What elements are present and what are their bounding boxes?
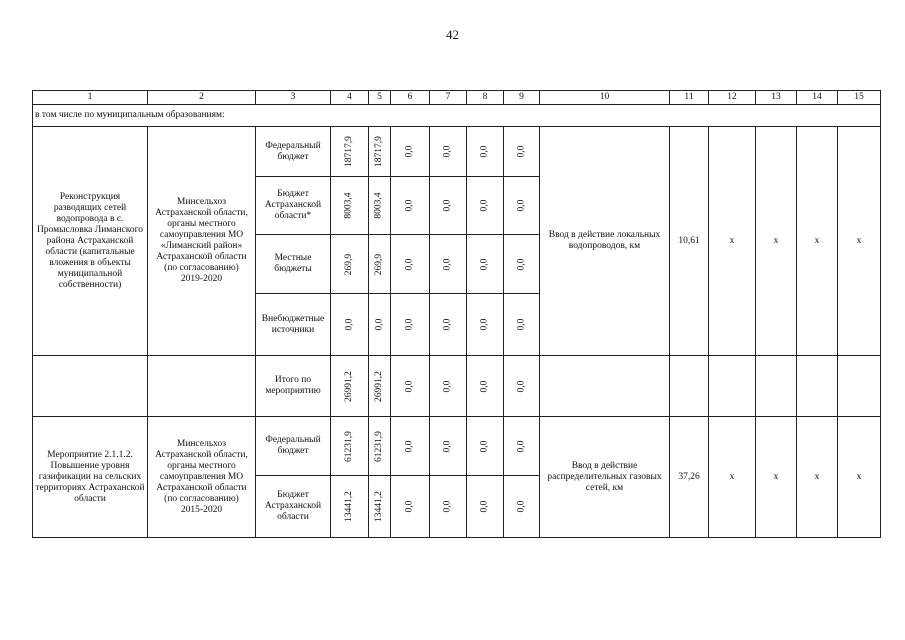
header-col-4: 4 (331, 91, 369, 105)
value-cell: 0,0 (391, 417, 430, 476)
header-col-10: 10 (540, 91, 670, 105)
value-cell: 0,0 (467, 177, 504, 235)
table-row (33, 356, 881, 417)
value-cell: 0,0 (391, 476, 430, 538)
measure2-executor: Минсельхоз Астраханской области, органы местного самоуправления МО Астраханской области (по согласованию) 2015-2020 (148, 417, 256, 538)
source-cell: Бюджет Астраханской области (256, 476, 331, 538)
value-cell: 8003,4 (369, 177, 391, 235)
source-cell: Федеральный бюджет (256, 127, 331, 177)
value-cell: 0,0 (504, 476, 540, 538)
value-cell: 26991,2 (369, 356, 391, 417)
measure1-name: Реконструкция разводящих сетей водопровода в с. Промысловка Лиманского района Астраханской области (капитальные вложения в объекты муниципальной собственности) (33, 127, 148, 356)
value-cell: 269,9 (369, 235, 391, 294)
value-cell: 0,0 (430, 476, 467, 538)
value-cell: 0,0 (391, 294, 430, 356)
section-row (33, 105, 881, 127)
empty-cell (670, 356, 709, 417)
empty-cell (540, 356, 670, 417)
value-cell: 0,0 (369, 294, 391, 356)
measure2-col15: x (838, 417, 881, 538)
header-row (33, 91, 881, 105)
table-row (33, 127, 881, 177)
empty-cell (709, 356, 756, 417)
measure2-col11: 37,26 (670, 417, 709, 538)
measure1-col11: 10,61 (670, 127, 709, 356)
value-cell: 0,0 (504, 294, 540, 356)
value-cell: 0,0 (430, 177, 467, 235)
header-col-7: 7 (430, 91, 467, 105)
value-cell: 0,0 (430, 127, 467, 177)
measure2-name: Мероприятие 2.1.1.2. Повышение уровня газификации на сельских территориях Астраханской области (33, 417, 148, 538)
value-cell: 0,0 (391, 127, 430, 177)
value-cell: 0,0 (467, 476, 504, 538)
empty-cell (148, 356, 256, 417)
measure2-col14: x (797, 417, 838, 538)
page-number: 42 (446, 27, 459, 42)
header-col-3: 3 (256, 91, 331, 105)
empty-cell (838, 356, 881, 417)
measure1-col12: x (709, 127, 756, 356)
value-cell: 0,0 (467, 127, 504, 177)
measure1-indicator: Ввод в действие локальных водопроводов, км (540, 127, 670, 356)
header-col-11: 11 (670, 91, 709, 105)
value-cell: 0,0 (504, 127, 540, 177)
section-title: в том числе по муниципальным образованиям: (33, 105, 881, 127)
header-col-12: 12 (709, 91, 756, 105)
value-cell: 0,0 (391, 356, 430, 417)
value-cell: 18717,9 (369, 127, 391, 177)
value-cell: 0,0 (504, 417, 540, 476)
measure1-col14: x (797, 127, 838, 356)
measure1-executor: Минсельхоз Астраханской области, органы местного самоуправления МО «Лиманский район» Астраханской области (по согласованию) 2019-2020 (148, 127, 256, 356)
value-cell: 0,0 (467, 235, 504, 294)
header-col-13: 13 (756, 91, 797, 105)
value-cell: 0,0 (391, 235, 430, 294)
measure1-col13: x (756, 127, 797, 356)
value-cell: 61231,9 (369, 417, 391, 476)
source-cell: Итого по мероприятию (256, 356, 331, 417)
value-cell: 26991,2 (331, 356, 369, 417)
value-cell: 0,0 (467, 294, 504, 356)
table-row (33, 417, 881, 476)
value-cell: 0,0 (504, 177, 540, 235)
value-cell: 0,0 (391, 177, 430, 235)
value-cell: 0,0 (430, 294, 467, 356)
value-cell: 0,0 (430, 235, 467, 294)
header-col-9: 9 (504, 91, 540, 105)
source-cell: Внебюджетные источники (256, 294, 331, 356)
value-cell: 0,0 (331, 294, 369, 356)
measure2-indicator: Ввод в действие распределительных газовых сетей, км (540, 417, 670, 538)
header-col-2: 2 (148, 91, 256, 105)
program-table (32, 90, 881, 538)
value-cell: 61231,9 (331, 417, 369, 476)
measure1-col15: x (838, 127, 881, 356)
value-cell: 0,0 (430, 356, 467, 417)
measure2-col13: x (756, 417, 797, 538)
source-cell: Бюджет Астраханской области* (256, 177, 331, 235)
value-cell: 13441,2 (331, 476, 369, 538)
header-col-8: 8 (467, 91, 504, 105)
header-col-1: 1 (33, 91, 148, 105)
header-col-15: 15 (838, 91, 881, 105)
value-cell: 0,0 (504, 356, 540, 417)
empty-cell (756, 356, 797, 417)
value-cell: 13441,2 (369, 476, 391, 538)
source-cell: Федеральный бюджет (256, 417, 331, 476)
empty-cell (797, 356, 838, 417)
value-cell: 0,0 (467, 417, 504, 476)
empty-cell (33, 356, 148, 417)
header-col-6: 6 (391, 91, 430, 105)
value-cell: 0,0 (504, 235, 540, 294)
value-cell: 269,9 (331, 235, 369, 294)
header-col-5: 5 (369, 91, 391, 105)
source-cell: Местные бюджеты (256, 235, 331, 294)
value-cell: 18717,9 (331, 127, 369, 177)
value-cell: 8003,4 (331, 177, 369, 235)
header-col-14: 14 (797, 91, 838, 105)
measure2-col12: x (709, 417, 756, 538)
value-cell: 0,0 (430, 417, 467, 476)
value-cell: 0,0 (467, 356, 504, 417)
